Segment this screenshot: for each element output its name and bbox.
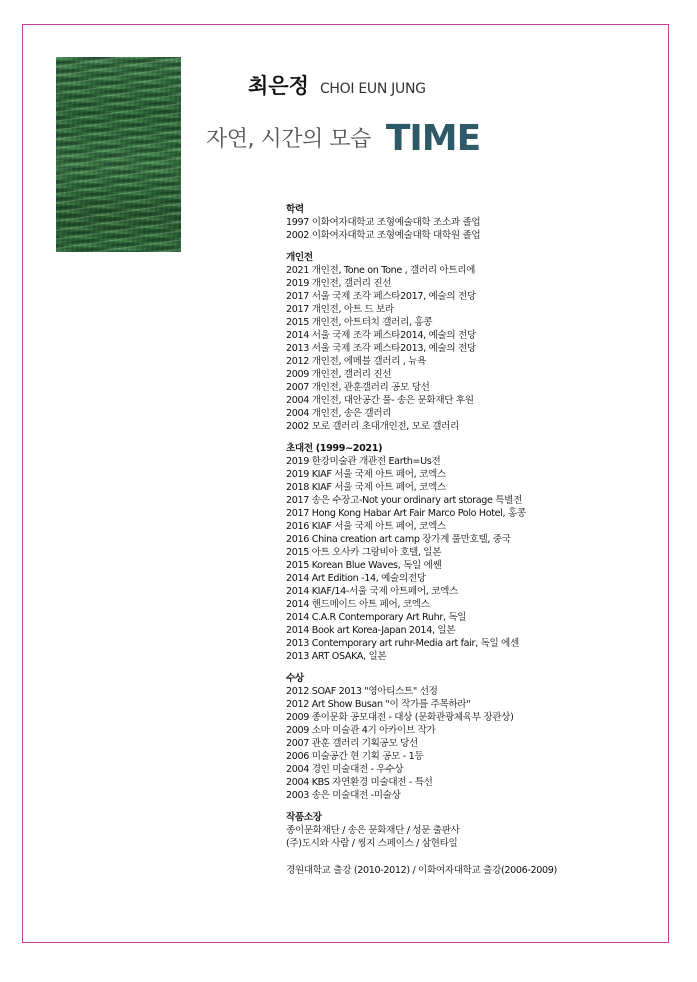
- section-entry: 2003 송은 미술대전 -미술상: [286, 790, 401, 801]
- artist-name-english: CHOI EUN JUNG: [319, 81, 426, 97]
- section-entry: 2017 개인전, 아트 드 보라: [286, 304, 394, 315]
- section-heading: 학력: [286, 204, 304, 215]
- section-entry: 2006 미술공간 현 기획 공모 - 1등: [286, 751, 424, 762]
- section-entry: 2018 KIAF 서울 국제 아트 페어, 코엑스: [286, 482, 446, 493]
- section-entry: 2013 ART OSAKA, 일본: [286, 651, 387, 662]
- section-entry: 2009 개인전, 갤러리 진선: [286, 369, 392, 380]
- section-invited-exhibitions: [286, 442, 666, 663]
- section-entry: 2017 Hong Kong Habar Art Fair Marco Polo Hotel, 홍콩: [286, 508, 526, 519]
- section-awards: [286, 672, 666, 802]
- section-entry: (주)도시와 사람 / 씽지 스페이스 / 삼현타일: [286, 838, 458, 849]
- section-solo-exhibitions: [286, 251, 666, 433]
- artist-name-line: [248, 70, 426, 100]
- section-entry: 2021 개인전, Tone on Tone , 갤러리 아트리에: [286, 265, 476, 276]
- artist-name-korean: 최은정: [248, 74, 309, 98]
- section-heading: 수상: [286, 673, 304, 684]
- section-entry: 2015 개인전, 아트터치 갤러리, 홍콩: [286, 317, 433, 328]
- section-entry: 2016 China creation art camp 장가계 풀만호텔, 중국: [286, 534, 511, 545]
- section-entry: 2019 한강미술관 개관전 Earth=Us전: [286, 456, 441, 467]
- section-entry: 2002 이화여자대학교 조형예술대학 대학원 졸업: [286, 230, 481, 241]
- section-entry: 2002 모로 갤러리 초대개인전, 모로 갤러리: [286, 421, 459, 432]
- section-entry: 2015 Korean Blue Waves, 독일 에쎈: [286, 560, 442, 571]
- section-collections: [286, 811, 666, 850]
- section-entry: 2019 개인전, 갤러리 진선: [286, 278, 392, 289]
- section-entry: 2013 Contemporary art ruhr-Media art fair, 독일 에센: [286, 638, 519, 649]
- artwork-image: [56, 57, 181, 252]
- section-heading: 초대전 (1999~2021): [286, 443, 383, 454]
- section-heading: 작품소장: [286, 812, 322, 823]
- section-entry: 2014 Art Edition -14, 예술의전당: [286, 573, 426, 584]
- section-entry: 2004 경인 미술대전 - 우수상: [286, 764, 404, 775]
- section-entry: 2014 서울 국제 조각 페스타2014, 예술의 전당: [286, 330, 476, 341]
- section-entry: 2015 아트 오사카 그랑비아 호텔, 일본: [286, 547, 442, 558]
- section-entry: 종이문화재단 / 송은 문화재단 / 성문 출판사: [286, 825, 460, 836]
- section-entry: 2013 서울 국제 조각 페스타2013, 예술의 전당: [286, 343, 476, 354]
- section-entry: 2004 KBS 자연환경 미술대전 - 특선: [286, 777, 433, 788]
- section-entry: 1997 이화여자대학교 조형예술대학 조소과 졸업: [286, 217, 481, 228]
- section-entry: 2012 SOAF 2013 "영아티스트" 선정: [286, 686, 438, 697]
- section-entry: 2004 개인전, 대안공간 풀- 송은 문화재단 후원: [286, 395, 474, 406]
- exhibition-title-korean: 자연, 시간의 모습: [206, 127, 371, 152]
- section-entry: 2009 소마 미술관 4기 아카이브 작가: [286, 725, 436, 736]
- exhibition-title-line: [206, 118, 480, 159]
- section-heading: 개인전: [286, 252, 313, 263]
- section-entry: 2007 관훈 갤러리 기획공모 당선: [286, 738, 418, 749]
- section-entry: 2014 KIAF/14-서울 국제 아트페어, 코엑스: [286, 586, 458, 597]
- section-entry: 2016 KIAF 서울 국제 아트 페어, 코엑스: [286, 521, 446, 532]
- teaching-footer: 경원대학교 출강 (2010-2012) / 이화여자대학교 출강(2006-2009): [286, 865, 557, 876]
- section-entry: 2017 서울 국제 조각 페스타2017, 예술의 전당: [286, 291, 476, 302]
- section-entry: 2007 개인전, 관훈갤러리 공모 당선: [286, 382, 430, 393]
- cv-sections: [286, 203, 666, 850]
- exhibition-title-english: TIME: [385, 118, 481, 159]
- section-entry: 2012 Art Show Busan "이 작가를 주목하라": [286, 699, 471, 710]
- section-entry: 2004 개인전, 송은 갤러리: [286, 408, 392, 419]
- section-entry: 2019 KIAF 서울 국제 아트 페어, 코엑스: [286, 469, 446, 480]
- section-entry: 2017 송은 수장고-Not your ordinary art storage 특별전: [286, 495, 523, 506]
- section-entry: 2014 Book art Korea-Japan 2014, 일본: [286, 625, 456, 636]
- section-entry: 2014 핸드메이드 아트 페어, 코엑스: [286, 599, 430, 610]
- section-entry: 2009 종이문화 공모대전 - 대상 (문화관광체육부 장관상): [286, 712, 514, 723]
- section-entry: 2012 개인전, 에메블 갤러리 , 뉴욕: [286, 356, 427, 367]
- cv-content: [286, 203, 666, 877]
- section-entry: 2014 C.A.R Contemporary Art Ruhr, 독일: [286, 612, 467, 623]
- section-education: [286, 203, 666, 242]
